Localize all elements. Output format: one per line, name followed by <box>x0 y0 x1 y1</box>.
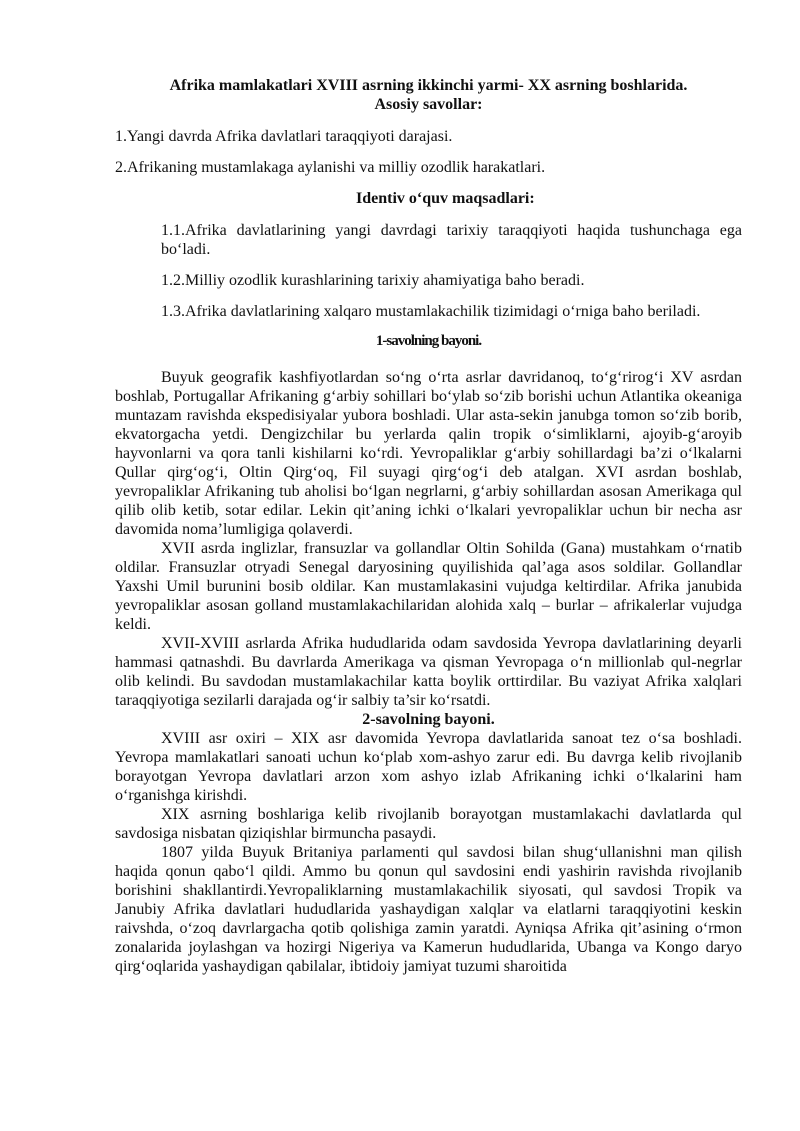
objective-1: 1.1.Afrika davlatlarining yangi davrdagi tarixiy taraqqiyoti haqida tushunchaga ega bo‘ladi. <box>161 222 742 258</box>
questions-heading: Asosiy savollar: <box>374 96 483 113</box>
section-2-paragraph-2: XIX asrning boshlariga kelib rivojlanib borayotgan mustamlakachi davlatlarda qul savdosiga nisbatan qiziqishlar birmuncha pasaydi. <box>115 806 742 842</box>
objectives-heading: Identiv o‘quv maqsadlari: <box>356 190 535 207</box>
document-page <box>115 76 742 976</box>
section-1-paragraph-2: XVII asrda inglizlar, fransuzlar va gollandlar Oltin Sohilda (Gana) mustahkam o‘rnatib oldilar. Fransuzlar otryadi Senegal daryosining quyilishida qal’aga asos soldilar. Gollandlar Yaxshi Umil burunini bosib oldilar. Kan mustamlakasini vujudga keltirdilar. Afrika janubida yevropaliklar asosan golland mustamlakachilaridan alohida xalq – burlar – afrikalerlar vujudga keldi. <box>115 540 742 633</box>
question-2: 2.Afrikaning mustamlakaga aylanishi va milliy ozodlik harakatlari. <box>115 159 546 176</box>
section-2-heading: 2-savolning bayoni. <box>362 711 495 728</box>
question-1: 1.Yangi davrda Afrika davlatlari taraqqiyoti darajasi. <box>115 128 453 145</box>
section-1-heading: 1-savolning bayoni. <box>375 333 482 349</box>
objective-3: 1.3.Afrika davlatlarining xalqaro mustamlakachilik tizimidagi o‘rniga baho beriladi. <box>161 303 701 320</box>
section-1-paragraph-3: XVII-XVIII asrlarda Afrika hududlarida odam savdosida Yevropa davlatlarining deyarli hammasi qatnashdi. Bu davrlarda Amerikaga va qisman Yevropaga o‘n millionlab qul-negrlar olib kelindi. Bu savdodan mustamlakachilar katta boylik orttirdilar. Bu vaziyat Afrika xalqlari taraqqiyotiga sezilarli darajada og‘ir salbiy ta’sir ko‘rsatdi. <box>115 635 742 709</box>
section-2-paragraph-1: XVIII asr oxiri – XIX asr davomida Yevropa davlatlarida sanoat tez o‘sa boshladi. Yevropa mamlakatlari sanoati uchun ko‘plab xom-ashyo zarur edi. Bu davrga kelib rivojlanib borayotgan Yevropa davlatlari arzon xom ashyo izlab Afrikaning ichki o‘lkalarini ham o‘rganishga kirishdi. <box>115 730 742 804</box>
section-1-paragraph-1: Buyuk geografik kashfiyotlardan so‘ng o‘rta asrlar davridanoq, to‘g‘rirog‘i XV asrdan boshlab, Portugallar Afrikaning g‘arbiy sohillari bo‘ylab so‘zib borishi uchun Atlantika okeaniga muntazam ravishda ekspedisiyalar yubora boshladi. Ular asta-sekin janubga tomon so‘zib borib, ekvatorgacha yetdi. Dengizchilar bu yerlarda qalin tropik o‘simliklarni, ajoyib-g‘aroyib hayvonlarni va qora tanli kishilarni ko‘rdi. Yevropaliklar g‘arbiy sohillardagi ba’zi o‘lkalarni Qullar qirg‘og‘i, Oltin Qirg‘oq, Fil suyagi qirg‘og‘i deb atalgan. XVI asrdan boshlab, yevropaliklar Afrikaning tub aholisi bo‘lgan negrlarni, g‘arbiy sohillardan asosan Amerikaga qul qilib olib ketib, sotar edilar. Lekin qit’aning ichki o‘lkalari yevropaliklar uchun bir necha asr davomida noma’lumligiga qolaverdi. <box>115 369 742 538</box>
document-title: Afrika mamlakatlari XVIII asrning ikkinchi yarmi- XX asrning boshlarida. <box>169 77 688 94</box>
section-2-paragraph-3: 1807 yilda Buyuk Britaniya parlamenti qul savdosi bilan shug‘ullanishni man qilish haqida qonun qabo‘l qildi. Ammo bu qonun qul savdosini endi yashirin ravishda rivojlanib borishini shakllantirdi.Yevropaliklarning mustamlakachilik siyosati, qul savdosi Tropik va Janubiy Afrika davlatlari hududlarida yashaydigan xalqlar va elatlarni taraqqiyotini keskin raivshda, o‘zoq davrlargacha qotib qolishiga zamin yaratdi. Ayniqsa Afrika qit’asining o‘rmon zonalarida joylashgan va hozirgi Nigeriya va Kamerun hududlarida, Ubanga va Kongo daryo qirg‘oqlarida yashaydigan qabilalar, ibtidoiy jamiyat tuzumi sharoitida <box>115 844 742 975</box>
objective-2: 1.2.Milliy ozodlik kurashlarining tarixiy ahamiyatiga baho beradi. <box>161 272 585 289</box>
